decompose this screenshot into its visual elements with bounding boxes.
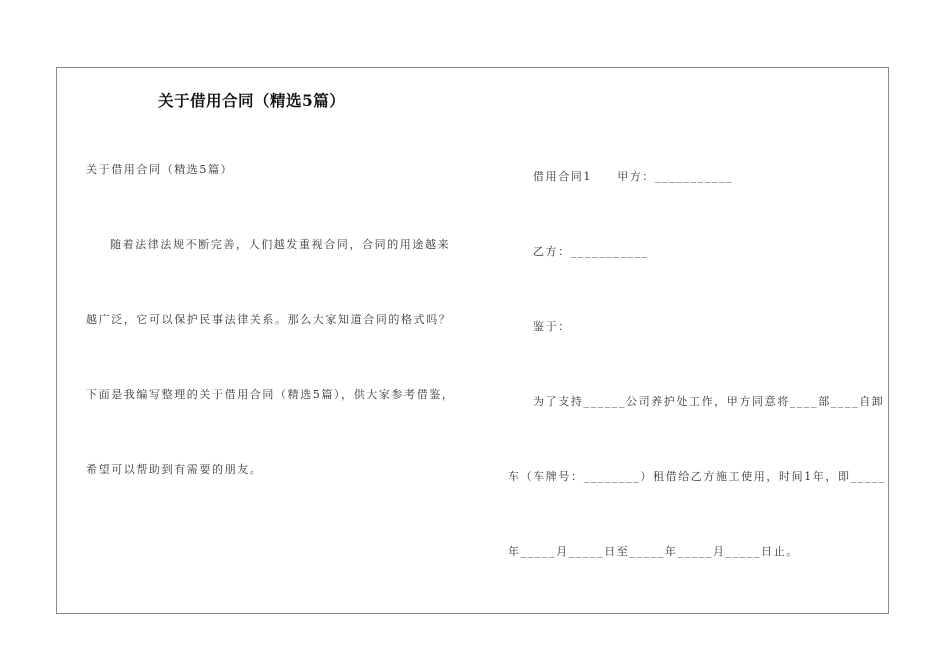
left-line-3: 越广泛，它可以保护民事法律关系。那么大家知道合同的格式吗？ (86, 313, 452, 326)
left-line-5: 希望可以帮助到有需要的朋友。 (86, 463, 263, 476)
right-line-2: 乙方：___________ (533, 245, 649, 258)
left-line-2: 随着法律法规不断完善，人们越发重视合同，合同的用途越来 (110, 238, 451, 251)
document-title: 关于借用合同（精选5篇） (158, 91, 346, 110)
document-page (56, 67, 889, 614)
left-line-4: 下面是我编写整理的关于借用合同（精选5篇），供大家参考借鉴， (86, 388, 455, 401)
right-line-1: 借用合同1 甲方：___________ (533, 170, 734, 183)
right-line-3: 鉴于： (533, 320, 571, 333)
right-line-6: 年_____月_____日至_____年_____月_____日止。 (508, 545, 799, 558)
right-line-5: 车（车牌号：________）租借给乙方施工使用，时间1年，即_____ (508, 470, 887, 483)
right-line-4: 为了支持______公司养护处工作，甲方同意将____部____自卸 (533, 395, 885, 408)
left-line-1: 关于借用合同（精选5篇） (86, 163, 234, 176)
